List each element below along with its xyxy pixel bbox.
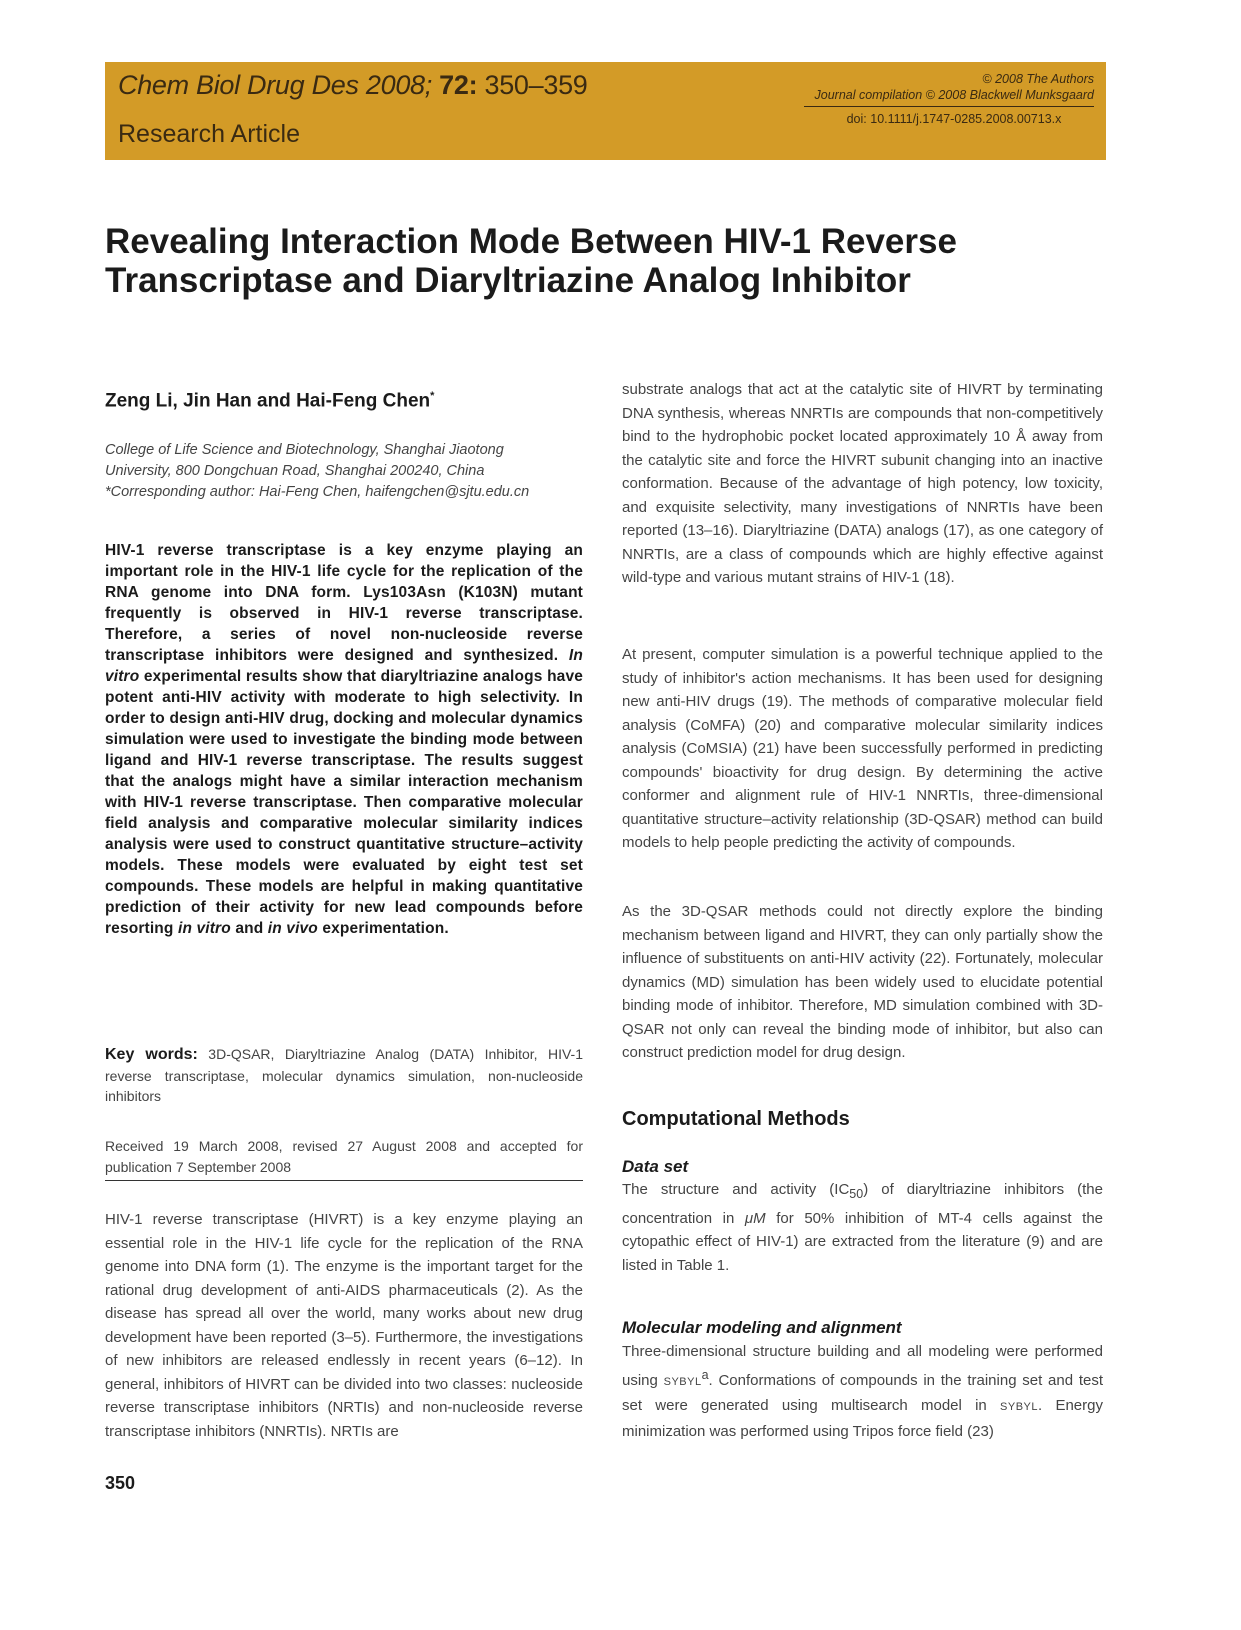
right-column-para-3 bbox=[622, 900, 1103, 1065]
introduction-paragraph: HIV-1 reverse transcriptase (HIVRT) is a key enzyme playing an essential role in the HIV-1 life cycle for the replication of the RNA genome into DNA form (1). The enzyme is the important target for the rational drug development of anti-AIDS pharmaceuticals (2). As the disease has spread all over the world, many works about new drug development have been reported (3–5). Furthermore, the investigations of new inhibitors are released endlessly in recent years (6–12). In general, inhibitors of HIVRT can be divided into two classes: nucleoside reverse transcriptase inhibitors (NRTIs) and non-nucleoside reverse transcriptase inhibitors (NNRTIs). NRTIs are bbox=[105, 1211, 583, 1440]
affiliation bbox=[105, 440, 585, 503]
journal-name: Chem Biol Drug Des 2008; bbox=[118, 70, 432, 100]
section-heading: Computational Methods bbox=[622, 1108, 850, 1130]
corresponding-author: *Corresponding author: Hai-Feng Chen, haifengchen@sjtu.edu.cn bbox=[105, 484, 530, 500]
affiliation-line: College of Life Science and Biotechnology, Shanghai Jiaotong bbox=[105, 442, 504, 458]
sybyl-name: SYBYL bbox=[663, 1375, 702, 1388]
modeling-paragraph-wrap bbox=[622, 1340, 1103, 1443]
dataset-text: for 50% inhibition of MT-4 cells against the cytopathic effect of HIV-1) are extracted from the literature (9) and are listed in Table 1. bbox=[622, 1209, 1103, 1274]
page-number: 350 bbox=[105, 1473, 136, 1493]
copyright-rule bbox=[804, 106, 1094, 107]
dataset-text: ) of diaryltriazine inhibitors (the concentration in bbox=[622, 1181, 1103, 1227]
abstract bbox=[105, 540, 583, 939]
paper-title: Revealing Interaction Mode Between HIV-1 Reverse Transcriptase and Diaryltriazine Analog Inhibitor bbox=[105, 222, 957, 300]
journal-citation bbox=[118, 70, 588, 101]
dataset-paragraph-wrap bbox=[622, 1178, 1103, 1277]
copyright-block bbox=[794, 71, 1094, 127]
keywords-text: 3D-QSAR, Diaryltriazine Analog (DATA) Inhibitor, HIV-1 reverse transcriptase, molecular dynamics simulation, non-nucleoside inhibitors bbox=[105, 1046, 583, 1104]
section-divider bbox=[105, 1180, 583, 1181]
modeling-paragraph bbox=[622, 1340, 1103, 1443]
copyright-line: © 2008 The Authors bbox=[982, 72, 1094, 86]
keywords bbox=[105, 1044, 583, 1107]
journal-volume: 72: bbox=[439, 70, 478, 100]
subsection-heading-modeling: Molecular modeling and alignment bbox=[622, 1318, 902, 1337]
doi-link[interactable]: doi: 10.1111/j.1747-0285.2008.00713.x bbox=[846, 112, 1062, 126]
abstract-italic: in vitro bbox=[177, 920, 231, 937]
modeling-text: . Energy minimization was performed using Tripos force field (23) bbox=[622, 1397, 1103, 1440]
compilation-line: Journal compilation © 2008 Blackwell Munksgaard bbox=[814, 88, 1094, 102]
abstract-text: experimental results show that diaryltriazine analogs have potent anti-HIV activity with moderate to high selectivity. In order to design anti-HIV drug, docking and molecular dynamics simulation were used to investigate the binding mode between ligand and HIV-1 reverse transcriptase. The results suggest that the analogs might have a similar interaction mechanism with HIV-1 reverse transcriptase. Then comparative molecular field analysis and comparative molecular similarity indices analysis were used to construct quantitative structure–activity models. These models were evaluated by eight test set compounds. These models are helpful in making quantitative prediction of their activity for new lead compounds before resorting bbox=[105, 668, 583, 937]
body-paragraph: substrate analogs that act at the catalytic site of HIVRT by terminating DNA synthesis, whereas NNRTIs are compounds that non-competitively bind to the hydrophobic pocket located approximately 10 Å away from the catalytic site and force the HIVRT subunit changing into an inactive conformation. Because of the advantage of high potency, low toxicity, and exquisite selectivity, many investigations of NNRTIs have been reported (13–16). Diaryltriazine (DATA) analogs (17), as one category of NNRTIs, are a class of compounds which are highly effective against wild-type and various mutant strains of HIV-1 (18). bbox=[622, 381, 1103, 586]
abstract-text: experimentation. bbox=[317, 920, 449, 937]
right-column-para-2 bbox=[622, 643, 1103, 855]
received-dates: Received 19 March 2008, revised 27 August 2008 and accepted for publication 7 September 2008 bbox=[105, 1138, 583, 1175]
modeling-text: . Conformations of compounds in the training set and test set were generated using multisearch model in bbox=[622, 1371, 1104, 1414]
abstract-text: and bbox=[230, 920, 268, 937]
journal-pages: 350–359 bbox=[484, 70, 588, 100]
right-column-para-1 bbox=[622, 378, 1103, 590]
modeling-text: Three-dimensional structure building and all modeling were performed using bbox=[622, 1343, 1103, 1389]
ic50-subscript: 50 bbox=[849, 1187, 864, 1201]
body-paragraph: At present, computer simulation is a powerful technique applied to the study of inhibitor's action mechanisms. It has been used for designing new anti-HIV drugs (19). The methods of comparative molecular field analysis (CoMFA) (20) and comparative molecular similarity indices analysis (CoMSIA) (21) have been successfully performed in predicting compounds' bioactivity for drug design. By determining the active conformer and alignment rule of HIV-1 NNRTIs, three-dimensional quantitative structure–activity relationship (3D-QSAR) method can build models to help people predicting the activity of compounds. bbox=[622, 646, 1103, 851]
corresponding-mark: * bbox=[430, 390, 435, 402]
keywords-label: Key words: bbox=[105, 1046, 198, 1063]
dataset-paragraph bbox=[622, 1178, 1103, 1277]
author-names: Zeng Li, Jin Han and Hai-Feng Chen bbox=[105, 390, 431, 412]
sybyl-name: SYBYL bbox=[1000, 1401, 1039, 1413]
unit-micromolar: μM bbox=[744, 1209, 766, 1227]
abstract-italic: in vivo bbox=[267, 920, 318, 937]
article-type: Research Article bbox=[118, 120, 301, 148]
body-paragraph: As the 3D-QSAR methods could not directly explore the binding mechanism between ligand and HIVRT, they can only partially show the influence of substituents on anti-HIV activity (22). Fortunately, molecular dynamics (MD) simulation has been widely used to elucidate potential binding mode of inhibitor. Therefore, MD simulation combined with 3D-QSAR not only can reveal the binding mode of inhibitor, but also can construct prediction model for drug design. bbox=[622, 903, 1103, 1061]
footnote-marker: a bbox=[701, 1367, 709, 1382]
abstract-italic: In vitro bbox=[105, 647, 583, 685]
abstract-text: HIV-1 reverse transcriptase is a key enzyme playing an important role in the HIV-1 life cycle for the replication of the RNA genome into DNA form. Lys103Asn (K103N) mutant frequently is observed in HIV-1 reverse transcriptase. Therefore, a series of novel non-nucleoside reverse transcriptase inhibitors were designed and synthesized. bbox=[105, 542, 583, 664]
journal-banner bbox=[105, 62, 1106, 160]
subsection-heading-dataset: Data set bbox=[622, 1157, 689, 1176]
dataset-text: The structure and activity (IC bbox=[622, 1181, 850, 1198]
affiliation-line: University, 800 Dongchuan Road, Shanghai 200240, China bbox=[105, 463, 485, 479]
author-list bbox=[105, 390, 434, 412]
